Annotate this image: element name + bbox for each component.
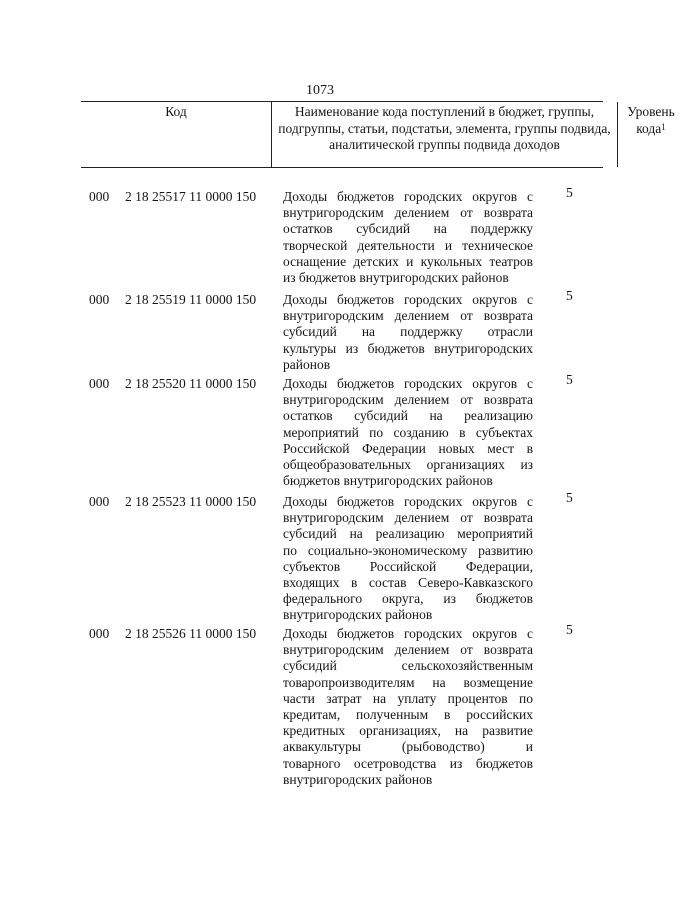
description-line: внутригородским делением от возврата <box>283 642 533 658</box>
description-line: субсидий на поддержку отрасли <box>283 324 533 340</box>
row-level: 5 <box>566 288 573 303</box>
description-line: товарного осетроводства из бюджетов <box>283 755 533 771</box>
row-income-code: 2 18 25523 11 0000 150 <box>125 494 257 509</box>
row-income-code: 2 18 25520 11 0000 150 <box>125 376 257 391</box>
description-line: Российской Федерации новых мест в <box>283 440 533 456</box>
header-level-footnote: 1 <box>661 121 666 132</box>
row-description <box>283 292 533 373</box>
description-line: Доходы бюджетов городских округов с <box>283 292 533 307</box>
description-line: кредитам, полученным в российских <box>283 707 533 723</box>
header-level <box>618 102 684 167</box>
row-description <box>283 494 533 624</box>
description-line: творческой деятельности и техническое <box>283 237 533 253</box>
page-number: 1073 <box>306 83 334 98</box>
row-level: 5 <box>566 490 573 505</box>
row-description <box>283 376 533 489</box>
row-level: 5 <box>566 372 573 387</box>
row-group-code: 000 <box>89 292 110 307</box>
row-description <box>283 626 533 788</box>
description-line: внутригородских районов <box>283 607 433 623</box>
description-line: общеобразовательных организациях из <box>283 457 533 473</box>
row-group-code: 000 <box>89 494 110 509</box>
description-line: остатков субсидий на реализацию <box>283 408 533 424</box>
description-line: внутригородским делением от возврата <box>283 510 533 526</box>
row-group-code: 000 <box>89 626 110 641</box>
description-line: Доходы бюджетов городских округов с <box>283 494 533 509</box>
description-line: субсидий на реализацию мероприятий <box>283 526 533 542</box>
header-level-label: Уровень кода <box>627 104 675 136</box>
description-line: Доходы бюджетов городских округов с <box>283 626 533 641</box>
description-line: остатков субсидий на поддержку <box>283 221 533 237</box>
description-line: кредитных организациях, на развитие <box>283 723 533 739</box>
description-line: культуры из бюджетов внутригородских <box>283 340 533 356</box>
description-line: внутригородским делением от возврата <box>283 308 533 324</box>
row-group-code: 000 <box>89 189 110 204</box>
description-line: оснащение детских и кукольных театров <box>283 253 533 269</box>
description-line: из бюджетов внутригородских районов <box>283 270 509 286</box>
description-line: федерального округа, из бюджетов <box>283 591 533 607</box>
description-line: субъектов Российской Федерации, <box>283 558 533 574</box>
description-line: районов <box>283 356 331 372</box>
header-name: Наименование кода поступлений в бюджет, группы, подгруппы, статьи, подстатьи, элемента, группы подвида, аналитической группы подвида доходов <box>271 102 618 167</box>
description-line: Доходы бюджетов городских округов с <box>283 189 533 204</box>
row-income-code: 2 18 25526 11 0000 150 <box>125 626 257 641</box>
description-line: входящих в состав Северо-Кавказского <box>283 575 533 591</box>
description-line: мероприятий по созданию в субъектах <box>283 424 533 440</box>
row-description <box>283 189 533 286</box>
row-level: 5 <box>566 622 573 637</box>
description-line: товаропроизводителям на возмещение <box>283 674 533 690</box>
description-line: внутригородским делением от возврата <box>283 205 533 221</box>
description-line: субсидий сельскохозяйственным <box>283 658 533 674</box>
description-line: внутригородских районов <box>283 771 433 787</box>
row-income-code: 2 18 25517 11 0000 150 <box>125 189 257 204</box>
description-line: Доходы бюджетов городских округов с <box>283 376 533 391</box>
table-header <box>81 101 675 168</box>
header-code: Код <box>165 104 187 119</box>
row-group-code: 000 <box>89 376 110 391</box>
description-line: по социально-экономическому развитию <box>283 542 533 558</box>
description-line: бюджетов внутригородских районов <box>283 473 493 489</box>
description-line: части затрат на уплату процентов по <box>283 690 533 706</box>
description-line: внутригородским делением от возврата <box>283 392 533 408</box>
description-line: аквакультуры (рыбоводство) и <box>283 739 533 755</box>
row-income-code: 2 18 25519 11 0000 150 <box>125 292 257 307</box>
row-level: 5 <box>566 185 573 200</box>
